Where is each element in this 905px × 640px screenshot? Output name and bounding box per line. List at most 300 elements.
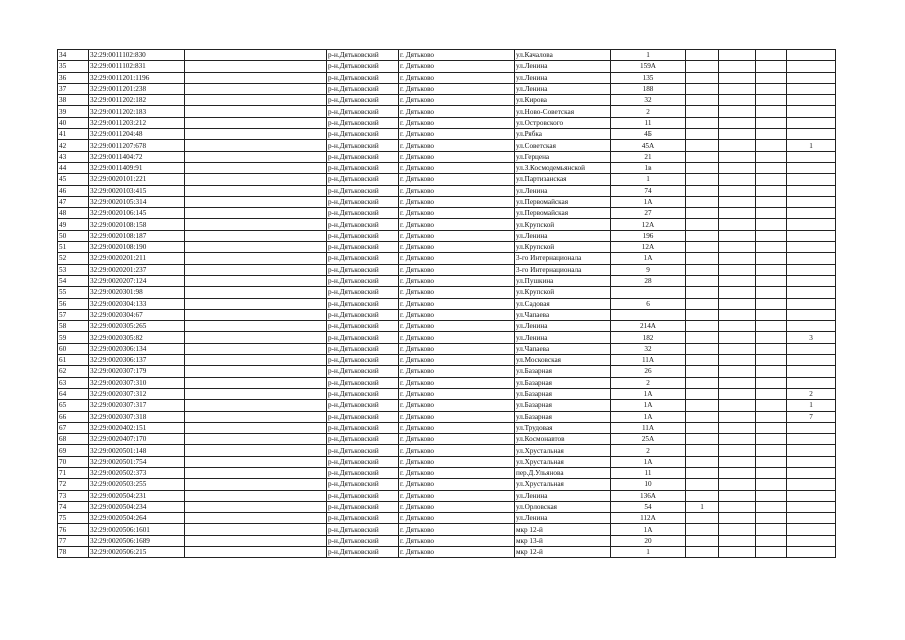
- extra-count-1-cell: [686, 388, 719, 399]
- row-number-cell: 39: [58, 106, 89, 117]
- extra-count-3-cell: [756, 140, 787, 151]
- house-number-cell: 1А: [611, 253, 686, 264]
- cadastral-number-cell: 32:29:0011102:830: [89, 50, 185, 61]
- cadastral-number-cell: 32:29:0020108:187: [89, 230, 185, 241]
- city-cell: г. Дятьково: [399, 388, 515, 399]
- table-row: [58, 467, 836, 478]
- extra-count-3-cell: [756, 95, 787, 106]
- city-cell: г. Дятьково: [399, 230, 515, 241]
- street-cell: ул.Базарная: [515, 388, 611, 399]
- extra-count-4-cell: [787, 83, 836, 94]
- city-cell: г. Дятьково: [399, 434, 515, 445]
- house-number-cell: 1А: [611, 196, 686, 207]
- city-cell: г. Дятьково: [399, 445, 515, 456]
- row-number-cell: 61: [58, 355, 89, 366]
- district-cell: р-н.Дятьковский: [327, 174, 399, 185]
- cadastral-number-cell: 32:29:0020201:211: [89, 253, 185, 264]
- house-number-cell: 2: [611, 106, 686, 117]
- extra-count-3-cell: [756, 535, 787, 546]
- house-number-cell: 11А: [611, 422, 686, 433]
- extra-count-1-cell: [686, 219, 719, 230]
- house-number-cell: 135: [611, 72, 686, 83]
- extra-count-2-cell: [719, 129, 756, 140]
- city-cell: г. Дятьково: [399, 242, 515, 253]
- street-cell: ул.Крупской: [515, 287, 611, 298]
- row-number-cell: 55: [58, 287, 89, 298]
- city-cell: г. Дятьково: [399, 321, 515, 332]
- empty-column-cell: [185, 479, 327, 490]
- table-row: [58, 174, 836, 185]
- city-cell: г. Дятьково: [399, 253, 515, 264]
- cadastral-number-cell: 32:29:0011201:1196: [89, 72, 185, 83]
- extra-count-4-cell: 3: [787, 332, 836, 343]
- extra-count-3-cell: [756, 355, 787, 366]
- extra-count-4-cell: [787, 422, 836, 433]
- row-number-cell: 38: [58, 95, 89, 106]
- table-row: [58, 83, 836, 94]
- extra-count-3-cell: [756, 129, 787, 140]
- street-cell: ул.Хрустальная: [515, 456, 611, 467]
- district-cell: р-н.Дятьковский: [327, 140, 399, 151]
- table-row: [58, 242, 836, 253]
- district-cell: р-н.Дятьковский: [327, 185, 399, 196]
- city-cell: г. Дятьково: [399, 162, 515, 173]
- house-number-cell: 74: [611, 185, 686, 196]
- district-cell: р-н.Дятьковский: [327, 275, 399, 286]
- extra-count-2-cell: [719, 501, 756, 512]
- house-number-cell: 1в: [611, 162, 686, 173]
- district-cell: р-н.Дятьковский: [327, 151, 399, 162]
- extra-count-4-cell: [787, 298, 836, 309]
- house-number-cell: 26: [611, 366, 686, 377]
- empty-column-cell: [185, 162, 327, 173]
- extra-count-2-cell: [719, 208, 756, 219]
- extra-count-4-cell: [787, 377, 836, 388]
- street-cell: ул.З.Космодемьянской: [515, 162, 611, 173]
- city-cell: г. Дятьково: [399, 411, 515, 422]
- row-number-cell: 47: [58, 196, 89, 207]
- street-cell: ул.Московская: [515, 355, 611, 366]
- street-cell: ул.Островского: [515, 117, 611, 128]
- extra-count-4-cell: [787, 72, 836, 83]
- street-cell: ул.Герцена: [515, 151, 611, 162]
- extra-count-1-cell: [686, 275, 719, 286]
- cadastral-number-cell: 32:29:0020207:124: [89, 275, 185, 286]
- cadastral-number-cell: 32:29:0011207:678: [89, 140, 185, 151]
- city-cell: г. Дятьково: [399, 117, 515, 128]
- extra-count-4-cell: [787, 264, 836, 275]
- street-cell: ул.Советская: [515, 140, 611, 151]
- extra-count-2-cell: [719, 72, 756, 83]
- table-row: [58, 219, 836, 230]
- extra-count-1-cell: [686, 445, 719, 456]
- house-number-cell: 1А: [611, 456, 686, 467]
- district-cell: р-н.Дятьковский: [327, 411, 399, 422]
- cadastral-number-cell: 32:29:0020307:317: [89, 400, 185, 411]
- extra-count-3-cell: [756, 524, 787, 535]
- house-number-cell: 12А: [611, 242, 686, 253]
- extra-count-2-cell: [719, 366, 756, 377]
- empty-column-cell: [185, 309, 327, 320]
- extra-count-4-cell: [787, 219, 836, 230]
- table-row: [58, 162, 836, 173]
- street-cell: 3-го Интернационала: [515, 253, 611, 264]
- extra-count-4-cell: [787, 287, 836, 298]
- row-number-cell: 48: [58, 208, 89, 219]
- empty-column-cell: [185, 50, 327, 61]
- extra-count-1-cell: [686, 434, 719, 445]
- street-cell: ул.Садовая: [515, 298, 611, 309]
- city-cell: г. Дятьково: [399, 501, 515, 512]
- extra-count-1-cell: [686, 117, 719, 128]
- table-row: [58, 253, 836, 264]
- city-cell: г. Дятьково: [399, 309, 515, 320]
- district-cell: р-н.Дятьковский: [327, 321, 399, 332]
- table-row: [58, 106, 836, 117]
- street-cell: ул.Ленина: [515, 230, 611, 241]
- empty-column-cell: [185, 467, 327, 478]
- street-cell: ул.Базарная: [515, 366, 611, 377]
- row-number-cell: 54: [58, 275, 89, 286]
- district-cell: р-н.Дятьковский: [327, 50, 399, 61]
- district-cell: р-н.Дятьковский: [327, 332, 399, 343]
- city-cell: г. Дятьково: [399, 456, 515, 467]
- empty-column-cell: [185, 140, 327, 151]
- row-number-cell: 43: [58, 151, 89, 162]
- empty-column-cell: [185, 490, 327, 501]
- city-cell: г. Дятьково: [399, 535, 515, 546]
- extra-count-1-cell: [686, 95, 719, 106]
- empty-column-cell: [185, 61, 327, 72]
- street-cell: ул.Ленина: [515, 185, 611, 196]
- district-cell: р-н.Дятьковский: [327, 400, 399, 411]
- extra-count-1-cell: [686, 377, 719, 388]
- extra-count-4-cell: [787, 456, 836, 467]
- cadastral-number-cell: 32:29:0011204:48: [89, 129, 185, 140]
- extra-count-1-cell: [686, 242, 719, 253]
- empty-column-cell: [185, 388, 327, 399]
- extra-count-3-cell: [756, 50, 787, 61]
- extra-count-4-cell: [787, 467, 836, 478]
- empty-column-cell: [185, 445, 327, 456]
- extra-count-2-cell: [719, 400, 756, 411]
- extra-count-3-cell: [756, 456, 787, 467]
- extra-count-4-cell: [787, 343, 836, 354]
- district-cell: р-н.Дятьковский: [327, 513, 399, 524]
- extra-count-3-cell: [756, 388, 787, 399]
- extra-count-1-cell: [686, 400, 719, 411]
- house-number-cell: 182: [611, 332, 686, 343]
- row-number-cell: 53: [58, 264, 89, 275]
- cadastral-number-cell: 32:29:0011202:183: [89, 106, 185, 117]
- empty-column-cell: [185, 535, 327, 546]
- extra-count-3-cell: [756, 287, 787, 298]
- district-cell: р-н.Дятьковский: [327, 298, 399, 309]
- extra-count-3-cell: [756, 377, 787, 388]
- cadastral-number-cell: 32:29:0020506:1689: [89, 535, 185, 546]
- extra-count-1-cell: [686, 490, 719, 501]
- street-cell: ул.Ленина: [515, 72, 611, 83]
- extra-count-2-cell: [719, 343, 756, 354]
- house-number-cell: 4Б: [611, 129, 686, 140]
- district-cell: р-н.Дятьковский: [327, 129, 399, 140]
- table-row: [58, 230, 836, 241]
- cadastral-number-cell: 32:29:0020304:133: [89, 298, 185, 309]
- house-number-cell: 20: [611, 535, 686, 546]
- extra-count-3-cell: [756, 321, 787, 332]
- street-cell: ул.Качалова: [515, 50, 611, 61]
- city-cell: г. Дятьково: [399, 400, 515, 411]
- cadastral-number-cell: 32:29:0011201:238: [89, 83, 185, 94]
- cadastral-number-cell: 32:29:0020108:158: [89, 219, 185, 230]
- street-cell: мкр 12-й: [515, 524, 611, 535]
- extra-count-1-cell: [686, 422, 719, 433]
- city-cell: г. Дятьково: [399, 479, 515, 490]
- city-cell: г. Дятьково: [399, 275, 515, 286]
- street-cell: ул.Базарная: [515, 411, 611, 422]
- city-cell: г. Дятьково: [399, 287, 515, 298]
- extra-count-1-cell: [686, 298, 719, 309]
- extra-count-4-cell: 7: [787, 411, 836, 422]
- row-number-cell: 52: [58, 253, 89, 264]
- house-number-cell: 1А: [611, 400, 686, 411]
- extra-count-1-cell: [686, 140, 719, 151]
- cadastral-number-cell: 32:29:0020501:754: [89, 456, 185, 467]
- extra-count-4-cell: [787, 117, 836, 128]
- table-row: [58, 343, 836, 354]
- extra-count-3-cell: [756, 366, 787, 377]
- extra-count-1-cell: [686, 61, 719, 72]
- extra-count-1-cell: [686, 411, 719, 422]
- extra-count-3-cell: [756, 445, 787, 456]
- table-row: [58, 445, 836, 456]
- row-number-cell: 70: [58, 456, 89, 467]
- row-number-cell: 66: [58, 411, 89, 422]
- extra-count-1-cell: [686, 83, 719, 94]
- table-row: [58, 287, 836, 298]
- extra-count-3-cell: [756, 151, 787, 162]
- city-cell: г. Дятьково: [399, 298, 515, 309]
- extra-count-2-cell: [719, 196, 756, 207]
- extra-count-4-cell: [787, 185, 836, 196]
- cadastral-number-cell: 32:29:0020306:137: [89, 355, 185, 366]
- extra-count-2-cell: [719, 61, 756, 72]
- extra-count-2-cell: [719, 479, 756, 490]
- table-row: [58, 490, 836, 501]
- district-cell: р-н.Дятьковский: [327, 162, 399, 173]
- empty-column-cell: [185, 321, 327, 332]
- house-number-cell: 214А: [611, 321, 686, 332]
- extra-count-3-cell: [756, 411, 787, 422]
- extra-count-1-cell: [686, 287, 719, 298]
- house-number-cell: 1: [611, 547, 686, 558]
- district-cell: р-н.Дятьковский: [327, 61, 399, 72]
- row-number-cell: 35: [58, 61, 89, 72]
- district-cell: р-н.Дятьковский: [327, 377, 399, 388]
- extra-count-1-cell: [686, 513, 719, 524]
- house-number-cell: [611, 287, 686, 298]
- city-cell: г. Дятьково: [399, 106, 515, 117]
- table-row: [58, 332, 836, 343]
- extra-count-4-cell: [787, 490, 836, 501]
- district-cell: р-н.Дятьковский: [327, 479, 399, 490]
- city-cell: г. Дятьково: [399, 524, 515, 535]
- extra-count-2-cell: [719, 83, 756, 94]
- table-row: [58, 355, 836, 366]
- cadastral-number-cell: 32:29:0020503:255: [89, 479, 185, 490]
- extra-count-1-cell: [686, 332, 719, 343]
- extra-count-4-cell: [787, 50, 836, 61]
- empty-column-cell: [185, 332, 327, 343]
- extra-count-4-cell: [787, 230, 836, 241]
- cadastral-number-cell: 32:29:0020504:264: [89, 513, 185, 524]
- city-cell: г. Дятьково: [399, 547, 515, 558]
- row-number-cell: 45: [58, 174, 89, 185]
- extra-count-1-cell: [686, 208, 719, 219]
- empty-column-cell: [185, 400, 327, 411]
- empty-column-cell: [185, 343, 327, 354]
- street-cell: 3-го Интернационала: [515, 264, 611, 275]
- house-number-cell: 1А: [611, 524, 686, 535]
- extra-count-4-cell: [787, 106, 836, 117]
- table-row: [58, 321, 836, 332]
- extra-count-4-cell: [787, 535, 836, 546]
- extra-count-4-cell: [787, 309, 836, 320]
- cadastral-number-cell: 32:29:0020106:145: [89, 208, 185, 219]
- street-cell: ул.Крупской: [515, 242, 611, 253]
- extra-count-1-cell: [686, 151, 719, 162]
- house-number-cell: 10: [611, 479, 686, 490]
- extra-count-1-cell: 1: [686, 501, 719, 512]
- city-cell: г. Дятьково: [399, 467, 515, 478]
- street-cell: мкр 12-й: [515, 547, 611, 558]
- row-number-cell: 42: [58, 140, 89, 151]
- street-cell: ул.Орловская: [515, 501, 611, 512]
- district-cell: р-н.Дятьковский: [327, 524, 399, 535]
- district-cell: р-н.Дятьковский: [327, 83, 399, 94]
- empty-column-cell: [185, 242, 327, 253]
- extra-count-3-cell: [756, 513, 787, 524]
- extra-count-3-cell: [756, 106, 787, 117]
- district-cell: р-н.Дятьковский: [327, 219, 399, 230]
- street-cell: ул.Первомайская: [515, 208, 611, 219]
- street-cell: ул.Ленина: [515, 61, 611, 72]
- empty-column-cell: [185, 456, 327, 467]
- extra-count-4-cell: [787, 501, 836, 512]
- extra-count-4-cell: [787, 366, 836, 377]
- cadastral-number-cell: 32:29:0011202:182: [89, 95, 185, 106]
- extra-count-2-cell: [719, 287, 756, 298]
- extra-count-1-cell: [686, 129, 719, 140]
- row-number-cell: 40: [58, 117, 89, 128]
- table-row: [58, 524, 836, 535]
- house-number-cell: 1: [611, 50, 686, 61]
- district-cell: р-н.Дятьковский: [327, 117, 399, 128]
- table-row: [58, 140, 836, 151]
- extra-count-2-cell: [719, 321, 756, 332]
- extra-count-2-cell: [719, 140, 756, 151]
- street-cell: ул.Трудовая: [515, 422, 611, 433]
- extra-count-2-cell: [719, 547, 756, 558]
- district-cell: р-н.Дятьковский: [327, 264, 399, 275]
- extra-count-1-cell: [686, 343, 719, 354]
- cadastral-number-cell: 32:29:0020305:82: [89, 332, 185, 343]
- extra-count-2-cell: [719, 185, 756, 196]
- house-number-cell: 12А: [611, 219, 686, 230]
- extra-count-1-cell: [686, 524, 719, 535]
- extra-count-4-cell: [787, 445, 836, 456]
- row-number-cell: 73: [58, 490, 89, 501]
- city-cell: г. Дятьково: [399, 196, 515, 207]
- row-number-cell: 60: [58, 343, 89, 354]
- district-cell: р-н.Дятьковский: [327, 355, 399, 366]
- street-cell: ул.Ленина: [515, 513, 611, 524]
- cadastral-number-cell: 32:29:0020506:215: [89, 547, 185, 558]
- house-number-cell: 2: [611, 377, 686, 388]
- street-cell: ул.Хрустальная: [515, 445, 611, 456]
- extra-count-2-cell: [719, 162, 756, 173]
- street-cell: ул.Чапаева: [515, 343, 611, 354]
- extra-count-2-cell: [719, 456, 756, 467]
- cadastral-number-cell: 32:29:0020307:179: [89, 366, 185, 377]
- extra-count-4-cell: [787, 61, 836, 72]
- house-number-cell: 32: [611, 343, 686, 354]
- extra-count-3-cell: [756, 61, 787, 72]
- district-cell: р-н.Дятьковский: [327, 72, 399, 83]
- cadastral-number-cell: 32:29:0020504:231: [89, 490, 185, 501]
- extra-count-3-cell: [756, 275, 787, 286]
- table-row: [58, 366, 836, 377]
- extra-count-2-cell: [719, 332, 756, 343]
- house-number-cell: 196: [611, 230, 686, 241]
- extra-count-3-cell: [756, 196, 787, 207]
- cadastral-number-cell: 32:29:0011102:831: [89, 61, 185, 72]
- table-row: [58, 422, 836, 433]
- empty-column-cell: [185, 513, 327, 524]
- row-number-cell: 49: [58, 219, 89, 230]
- extra-count-2-cell: [719, 434, 756, 445]
- city-cell: г. Дятьково: [399, 129, 515, 140]
- city-cell: г. Дятьково: [399, 332, 515, 343]
- house-number-cell: 54: [611, 501, 686, 512]
- extra-count-3-cell: [756, 174, 787, 185]
- extra-count-3-cell: [756, 343, 787, 354]
- table-row: [58, 309, 836, 320]
- row-number-cell: 78: [58, 547, 89, 558]
- city-cell: г. Дятьково: [399, 50, 515, 61]
- row-number-cell: 41: [58, 129, 89, 140]
- street-cell: ул.Рябка: [515, 129, 611, 140]
- house-number-cell: 11: [611, 467, 686, 478]
- row-number-cell: 77: [58, 535, 89, 546]
- district-cell: р-н.Дятьковский: [327, 95, 399, 106]
- district-cell: р-н.Дятьковский: [327, 547, 399, 558]
- table-row: [58, 117, 836, 128]
- extra-count-2-cell: [719, 445, 756, 456]
- row-number-cell: 74: [58, 501, 89, 512]
- city-cell: г. Дятьково: [399, 355, 515, 366]
- extra-count-4-cell: [787, 196, 836, 207]
- house-number-cell: 25А: [611, 434, 686, 445]
- row-number-cell: 72: [58, 479, 89, 490]
- extra-count-3-cell: [756, 162, 787, 173]
- row-number-cell: 51: [58, 242, 89, 253]
- house-number-cell: 1: [611, 174, 686, 185]
- extra-count-1-cell: [686, 253, 719, 264]
- cadastral-number-cell: 32:29:0020304:67: [89, 309, 185, 320]
- table-row: [58, 513, 836, 524]
- extra-count-4-cell: [787, 174, 836, 185]
